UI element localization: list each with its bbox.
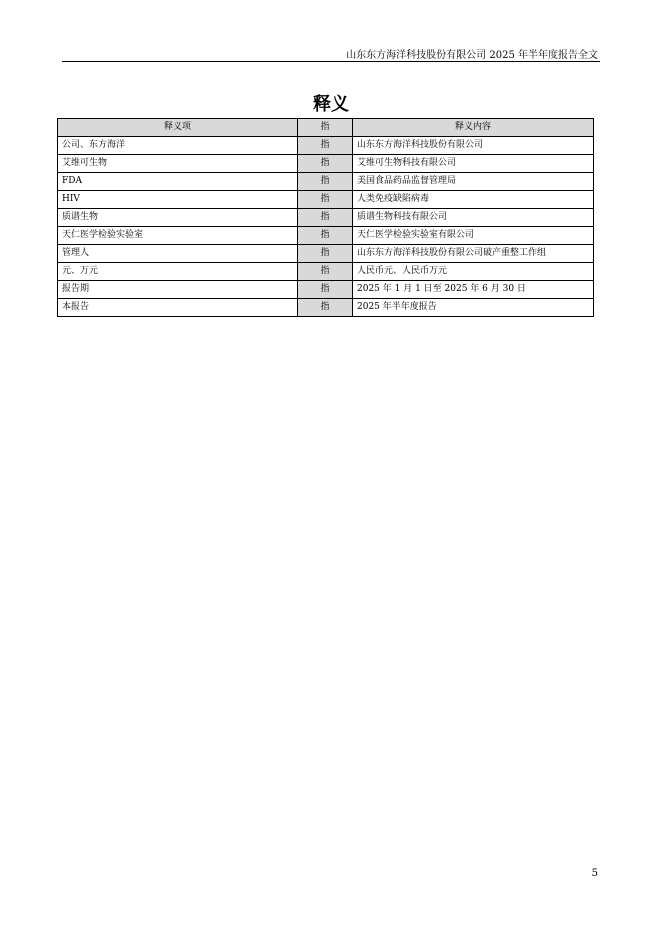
definition-cell: 艾维可生物科技有限公司 bbox=[353, 155, 594, 173]
definition-cell: 山东东方海洋科技股份有限公司破产重整工作组 bbox=[353, 245, 594, 263]
table-row bbox=[58, 281, 594, 299]
sep-cell: 指 bbox=[298, 137, 353, 155]
definition-cell: 2025 年 1 月 1 日至 2025 年 6 月 30 日 bbox=[353, 281, 594, 299]
running-header: 山东东方海洋科技股份有限公司 2025 年半年度报告全文 bbox=[346, 50, 598, 61]
sep-cell: 指 bbox=[298, 173, 353, 191]
table-row bbox=[58, 209, 594, 227]
header-divider bbox=[62, 61, 600, 62]
sep-cell: 指 bbox=[298, 299, 353, 317]
term-cell: 管理人 bbox=[58, 245, 298, 263]
table-row bbox=[58, 263, 594, 281]
table-row bbox=[58, 155, 594, 173]
column-header-sep: 指 bbox=[298, 119, 353, 137]
sep-cell: 指 bbox=[298, 245, 353, 263]
definitions-table bbox=[57, 118, 594, 317]
definition-cell: 美国食品药品监督管理局 bbox=[353, 173, 594, 191]
sep-cell: 指 bbox=[298, 209, 353, 227]
term-cell: 报告期 bbox=[58, 281, 298, 299]
sep-cell: 指 bbox=[298, 281, 353, 299]
definition-cell: 质谱生物科技有限公司 bbox=[353, 209, 594, 227]
term-cell: 天仁医学检验实验室 bbox=[58, 227, 298, 245]
table-row bbox=[58, 227, 594, 245]
table-row bbox=[58, 137, 594, 155]
page-number: 5 bbox=[591, 868, 598, 879]
page-title: 释义 bbox=[313, 94, 349, 115]
definition-cell: 人民币元、人民币万元 bbox=[353, 263, 594, 281]
term-cell: 艾维可生物 bbox=[58, 155, 298, 173]
term-cell: 质谱生物 bbox=[58, 209, 298, 227]
table-row bbox=[58, 173, 594, 191]
definition-cell: 山东东方海洋科技股份有限公司 bbox=[353, 137, 594, 155]
term-cell: 公司、东方海洋 bbox=[58, 137, 298, 155]
sep-cell: 指 bbox=[298, 227, 353, 245]
sep-cell: 指 bbox=[298, 155, 353, 173]
definition-cell: 人类免疫缺陷病毒 bbox=[353, 191, 594, 209]
term-cell: 本报告 bbox=[58, 299, 298, 317]
term-cell: 元、万元 bbox=[58, 263, 298, 281]
definition-cell: 天仁医学检验实验室有限公司 bbox=[353, 227, 594, 245]
definition-cell: 2025 年半年度报告 bbox=[353, 299, 594, 317]
sep-cell: 指 bbox=[298, 191, 353, 209]
table-row bbox=[58, 299, 594, 317]
sep-cell: 指 bbox=[298, 263, 353, 281]
table-row bbox=[58, 191, 594, 209]
table-row bbox=[58, 245, 594, 263]
term-cell: FDA bbox=[58, 173, 298, 191]
term-cell: HIV bbox=[58, 191, 298, 209]
column-header-definition: 释义内容 bbox=[353, 119, 594, 137]
column-header-term: 释义项 bbox=[58, 119, 298, 137]
table-header-row bbox=[58, 119, 594, 137]
